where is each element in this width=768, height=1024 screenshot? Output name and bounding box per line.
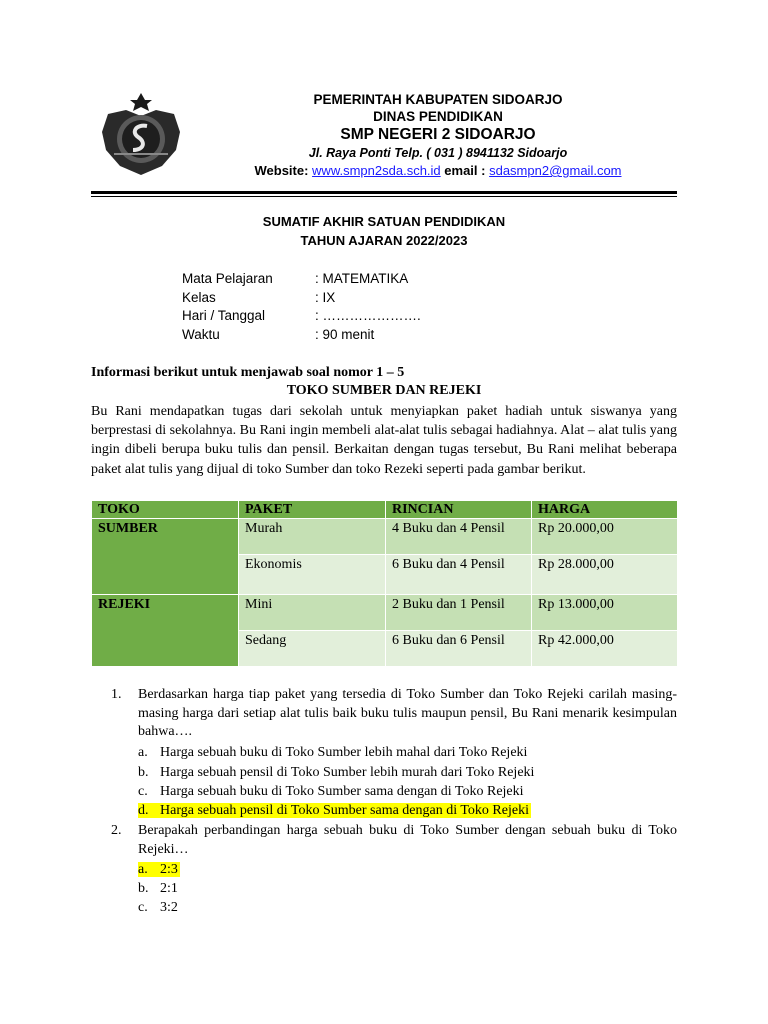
harga-cell [532, 519, 678, 555]
option-highlight [138, 803, 531, 818]
info-key: Waktu [182, 327, 220, 342]
paket-value: Murah [245, 521, 283, 536]
option-text: Harga sebuah pensil di Toko Sumber lebih murah dari Toko Rejeki [160, 765, 535, 780]
table-header-row [92, 501, 678, 519]
paket-cell [239, 519, 386, 555]
question-2 [0, 822, 768, 862]
paket-cell [239, 555, 386, 595]
paket-cell [239, 595, 386, 631]
info-key: Mata Pelajaran [182, 271, 273, 286]
option-text: Harga sebuah buku di Toko Sumber sama dengan di Toko Rejeki [160, 784, 524, 799]
question-text: Berapakah perbandingan harga sebuah buku di Toko Sumber dengan sebuah buku di Toko Rejeki… [138, 823, 677, 857]
letterhead-school-name: SMP NEGERI 2 SIDOARJO [340, 126, 536, 143]
rincian-cell [386, 631, 532, 667]
header-toko: TOKO [92, 501, 239, 519]
option-letter: d. [138, 803, 149, 818]
email-label: email : [440, 163, 490, 178]
store-cell [92, 595, 239, 667]
store-name: REJEKI [98, 597, 151, 612]
exam-year: TAHUN AJARAN 2022/2023 [300, 233, 468, 248]
option-letter: a. [138, 862, 148, 877]
option-letter: b. [138, 881, 149, 896]
school-emblem-icon [96, 92, 186, 176]
paket-value: Sedang [245, 633, 287, 648]
letterhead-divider-thin [91, 196, 677, 197]
website-label: Website: [254, 163, 313, 178]
rincian-value: 6 Buku dan 4 Pensil [392, 557, 505, 572]
store-name: SUMBER [98, 521, 158, 536]
option-1c[interactable] [138, 783, 524, 801]
option-1d[interactable] [138, 802, 531, 820]
rincian-cell [386, 595, 532, 631]
info-value: : …………………. [315, 308, 421, 323]
paket-value: Ekonomis [245, 557, 302, 572]
harga-value: Rp 20.000,00 [538, 521, 614, 536]
rincian-value: 4 Buku dan 4 Pensil [392, 521, 505, 536]
harga-value: Rp 42.000,00 [538, 633, 614, 648]
website-link[interactable]: www.smpn2sda.sch.id [312, 163, 441, 178]
option-letter: a. [138, 745, 148, 760]
store-cell [92, 519, 239, 595]
option-text: 2:3 [160, 862, 178, 877]
option-highlight [138, 862, 180, 877]
option-2a[interactable] [138, 861, 180, 879]
option-2b[interactable] [138, 880, 178, 898]
info-value: : IX [315, 290, 336, 305]
harga-cell [532, 555, 678, 595]
question-number: 2. [111, 823, 122, 838]
store-heading: TOKO SUMBER DAN REJEKI [286, 383, 482, 398]
exam-title: SUMATIF AKHIR SATUAN PENDIDIKAN [262, 214, 506, 229]
option-letter: c. [138, 784, 148, 799]
paket-value: Mini [245, 597, 273, 612]
info-key: Hari / Tanggal [182, 308, 266, 323]
rincian-value: 2 Buku dan 1 Pensil [392, 597, 505, 612]
question-number: 1. [111, 687, 122, 702]
header-harga: HARGA [532, 501, 678, 519]
letterhead-contact [200, 163, 676, 178]
price-table [91, 500, 678, 667]
info-key: Kelas [182, 290, 216, 305]
option-text: Harga sebuah pensil di Toko Sumber sama dengan di Toko Rejeki [160, 803, 529, 818]
letterhead-address: Jl. Raya Ponti Telp. ( 031 ) 8941132 Sidoarjo [308, 146, 568, 160]
harga-cell [532, 631, 678, 667]
rincian-cell [386, 519, 532, 555]
letterhead-divider-thick [91, 191, 677, 194]
email-link[interactable]: sdasmpn2@gmail.com [489, 163, 622, 178]
paket-cell [239, 631, 386, 667]
option-text: 2:1 [160, 881, 178, 896]
question-1 [0, 686, 768, 746]
rincian-value: 6 Buku dan 6 Pensil [392, 633, 505, 648]
harga-cell [532, 595, 678, 631]
info-value: : 90 menit [315, 327, 375, 342]
table-row [92, 519, 678, 555]
option-text: 3:2 [160, 900, 178, 915]
info-heading: Informasi berikut untuk menjawab soal nomor 1 – 5 [91, 365, 405, 380]
letterhead-department: DINAS PENDIDIKAN [373, 109, 503, 124]
letterhead-government: PEMERINTAH KABUPATEN SIDOARJO [313, 92, 563, 107]
question-text: Berdasarkan harga tiap paket yang tersedia di Toko Sumber dan Toko Rejeki carilah masing-masing harga dari setiap alat tulis baik buku tulis maupun pensil, Bu Rani menarik kesimpulan bahwa…. [138, 687, 677, 740]
header-rincian: RINCIAN [386, 501, 532, 519]
option-2c[interactable] [138, 899, 178, 917]
option-1b[interactable] [138, 764, 534, 782]
rincian-cell [386, 555, 532, 595]
table-row [92, 595, 678, 631]
info-value: : MATEMATIKA [315, 271, 409, 286]
intro-paragraph: Bu Rani mendapatkan tugas dari sekolah untuk menyiapkan paket hadiah untuk siswanya yang berprestasi di sekolahnya. Bu Rani ingin membeli alat-alat tulis sebagai hadiahnya. Alat – alat tulis yang ingin dibeli berupa buku tulis dan pensil. Berkaitan dengan tugas tersebut, Bu Rani melihat beberapa paket alat tulis yang dijual di toko Sumber dan toko Rezeki seperti pada gambar berikut. [91, 404, 677, 477]
option-1a[interactable] [138, 744, 527, 762]
harga-value: Rp 13.000,00 [538, 597, 614, 612]
harga-value: Rp 28.000,00 [538, 557, 614, 572]
option-text: Harga sebuah buku di Toko Sumber lebih mahal dari Toko Rejeki [160, 745, 528, 760]
option-letter: c. [138, 900, 148, 915]
option-letter: b. [138, 765, 149, 780]
header-paket: PAKET [239, 501, 386, 519]
